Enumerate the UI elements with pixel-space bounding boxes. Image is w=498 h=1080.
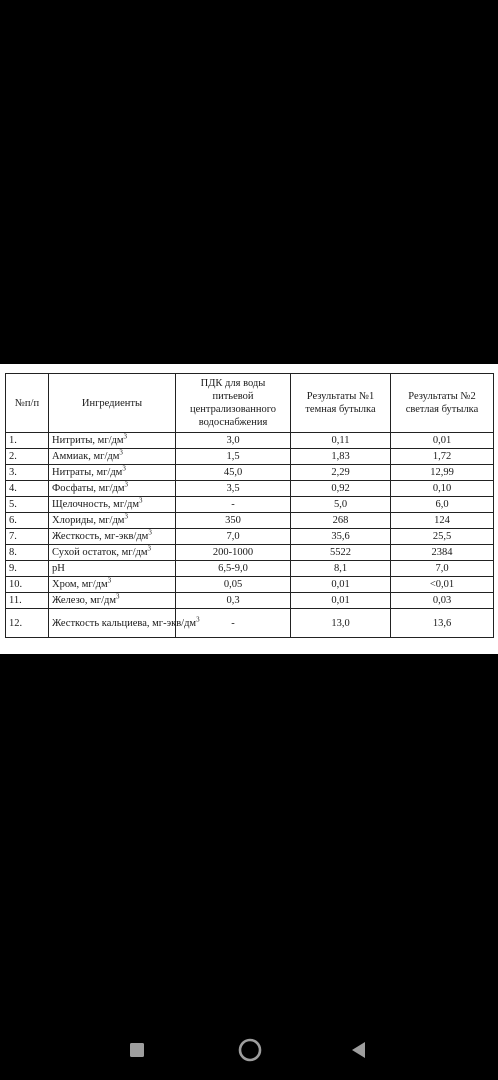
row-number: 3. <box>6 465 49 481</box>
ingredient-label: pH <box>52 563 65 574</box>
result2-value: 6,0 <box>391 497 494 513</box>
table-row <box>6 497 494 513</box>
ingredient-label: Хром, мг/дм <box>52 579 108 590</box>
result1-value: 0,01 <box>291 593 391 609</box>
square-recent-apps-icon[interactable] <box>127 1040 147 1060</box>
result2-value: 0,01 <box>391 433 494 449</box>
unit-superscript: 3 <box>139 496 143 505</box>
ingredient-name <box>49 577 176 593</box>
row-number: 7. <box>6 529 49 545</box>
row-number: 1. <box>6 433 49 449</box>
table-header-row <box>6 374 494 433</box>
row-number: 4. <box>6 481 49 497</box>
ingredient-name <box>49 481 176 497</box>
ingredient-label: Аммиак, мг/дм <box>52 451 120 462</box>
table-row <box>6 609 494 638</box>
pdk-value: - <box>176 609 291 638</box>
ingredient-name <box>49 449 176 465</box>
unit-superscript: 3 <box>124 512 128 521</box>
ingredient-label: Жесткость, мг-экв/дм <box>52 531 149 542</box>
table-row <box>6 593 494 609</box>
table-row <box>6 481 494 497</box>
row-number: 12. <box>6 609 49 638</box>
result1-value: 0,92 <box>291 481 391 497</box>
result2-value: <0,01 <box>391 577 494 593</box>
ingredient-name <box>49 465 176 481</box>
unit-superscript: 3 <box>123 432 128 441</box>
pdk-value: 0,3 <box>176 593 291 609</box>
table-row <box>6 433 494 449</box>
ingredient-name <box>49 561 176 577</box>
result2-value: 2384 <box>391 545 494 561</box>
pdk-value: 350 <box>176 513 291 529</box>
result2-value: 124 <box>391 513 494 529</box>
table-row <box>6 529 494 545</box>
table-row <box>6 577 494 593</box>
unit-superscript: 3 <box>148 528 152 537</box>
unit-superscript: 3 <box>124 480 129 489</box>
result1-value: 268 <box>291 513 391 529</box>
unit-superscript: 3 <box>116 592 120 601</box>
table-row <box>6 561 494 577</box>
header-result1: Результаты №1 темная бутылка <box>291 374 391 433</box>
ingredient-name <box>49 513 176 529</box>
result1-value: 0,11 <box>291 433 391 449</box>
ingredient-label: Фосфаты, мг/дм <box>52 483 125 494</box>
pdk-value: 0,05 <box>176 577 291 593</box>
ingredient-name <box>49 593 176 609</box>
result2-value: 0,03 <box>391 593 494 609</box>
ingredient-name <box>49 545 176 561</box>
ingredient-label: Нитриты, мг/дм <box>52 435 124 446</box>
ingredient-label: Жесткость кальциева, мг-экв/дм <box>52 617 197 629</box>
result2-value: 7,0 <box>391 561 494 577</box>
pdk-value: 1,5 <box>176 449 291 465</box>
result2-value: 25,5 <box>391 529 494 545</box>
row-number: 5. <box>6 497 49 513</box>
header-num: №п/п <box>6 374 49 433</box>
table-row <box>6 465 494 481</box>
result1-value: 8,1 <box>291 561 391 577</box>
circle-home-icon[interactable] <box>238 1038 262 1062</box>
ingredient-name <box>49 497 176 513</box>
unit-superscript: 3 <box>119 448 123 457</box>
pdk-value: 6,5-9,0 <box>176 561 291 577</box>
unit-superscript: 3 <box>147 544 152 553</box>
result2-value: 12,99 <box>391 465 494 481</box>
triangle-back-icon[interactable] <box>349 1040 369 1060</box>
pdk-value: 3,5 <box>176 481 291 497</box>
result2-value: 13,6 <box>391 609 494 638</box>
table-body <box>6 433 494 638</box>
ingredient-label: Сухой остаток, мг/дм <box>52 547 148 558</box>
header-pdk: ПДК для воды питьевой централизованного водоснабжения <box>176 374 291 433</box>
row-number: 2. <box>6 449 49 465</box>
water-analysis-table <box>5 373 494 638</box>
table-row <box>6 545 494 561</box>
row-number: 10. <box>6 577 49 593</box>
result1-value: 13,0 <box>291 609 391 638</box>
result2-value: 1,72 <box>391 449 494 465</box>
result1-value: 35,6 <box>291 529 391 545</box>
pdk-value: 200-1000 <box>176 545 291 561</box>
ingredient-label: Железо, мг/дм <box>52 595 117 606</box>
result1-value: 0,01 <box>291 577 391 593</box>
result1-value: 2,29 <box>291 465 391 481</box>
row-number: 8. <box>6 545 49 561</box>
row-number: 6. <box>6 513 49 529</box>
table-row <box>6 513 494 529</box>
pdk-value: 3,0 <box>176 433 291 449</box>
pdk-value: 7,0 <box>176 529 291 545</box>
result1-value: 5522 <box>291 545 391 561</box>
ingredient-name <box>49 609 200 638</box>
ingredient-label: Щелочность, мг/дм <box>52 499 140 510</box>
ingredient-label: Нитраты, мг/дм <box>52 467 123 478</box>
android-navigation-bar <box>0 1020 498 1080</box>
pdk-value: 45,0 <box>176 465 291 481</box>
pdk-value: - <box>176 497 291 513</box>
table-row <box>6 449 494 465</box>
ingredient-name <box>49 433 176 449</box>
unit-superscript: 3 <box>122 464 126 473</box>
document-image <box>0 364 498 654</box>
row-number: 11. <box>6 593 49 609</box>
result1-value: 5,0 <box>291 497 391 513</box>
header-ingredient: Ингредиенты <box>49 374 176 433</box>
ingredient-name <box>49 529 176 545</box>
ingredient-label: Хлориды, мг/дм <box>52 515 125 526</box>
result2-value: 0,10 <box>391 481 494 497</box>
unit-superscript: 3 <box>107 576 112 585</box>
header-result2: Результаты №2 светлая бутылка <box>391 374 494 433</box>
row-number: 9. <box>6 561 49 577</box>
unit-superscript: 3 <box>196 615 200 623</box>
result1-value: 1,83 <box>291 449 391 465</box>
